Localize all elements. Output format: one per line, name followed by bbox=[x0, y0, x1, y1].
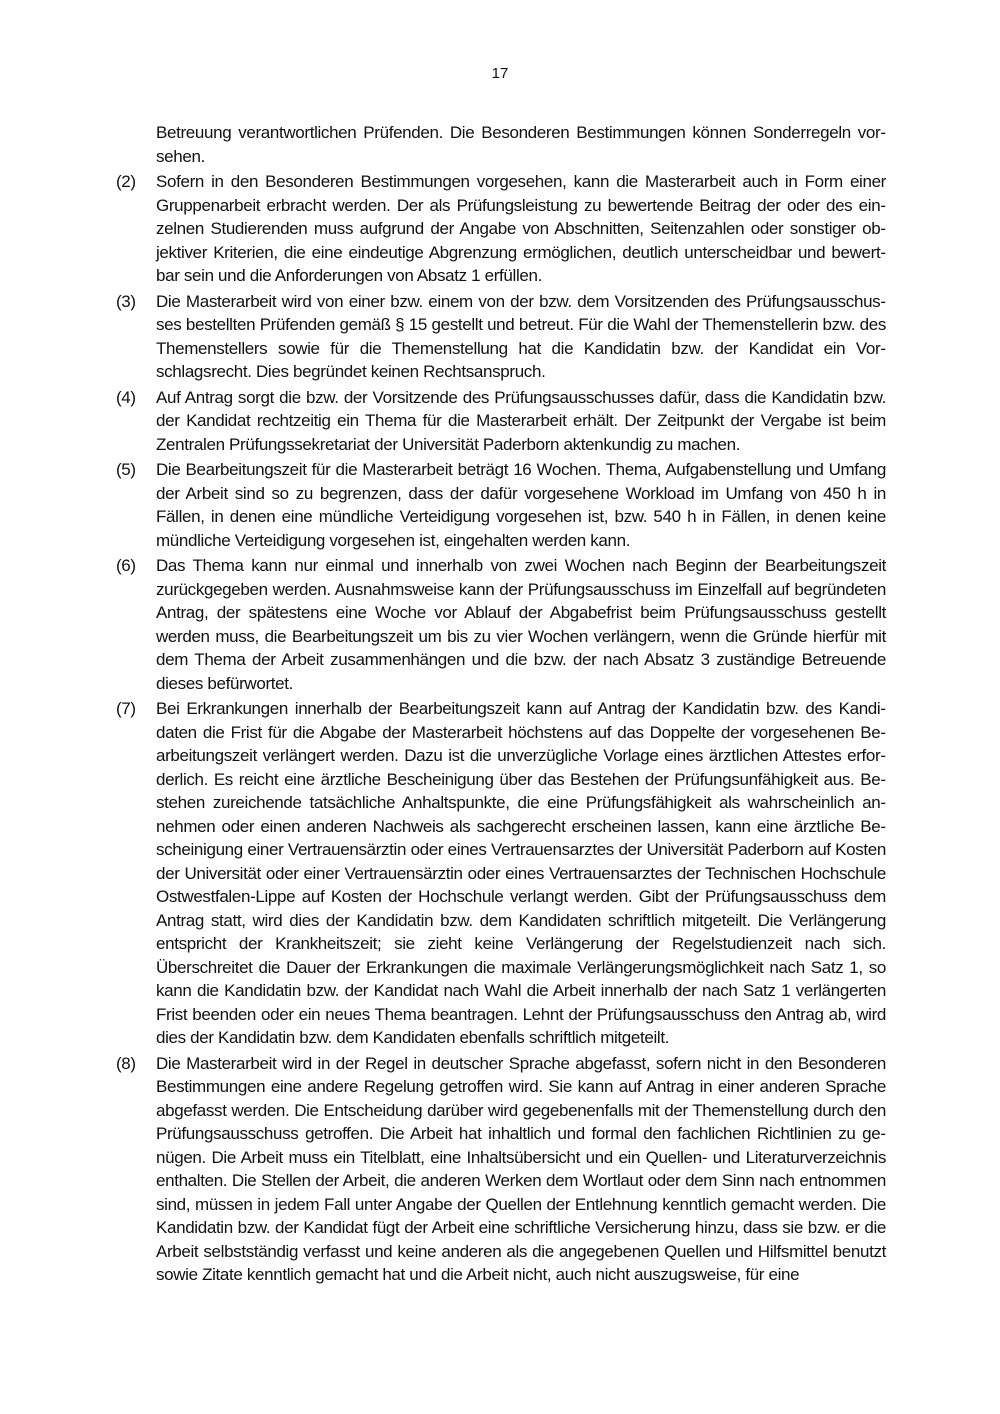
paragraph-text: Sofern in den Besonderen Bestimmungen vorgesehen, kann die Masterarbeit auch in Form einer Gruppenarbeit erbracht werden. Der als Prüfungsleistung zu bewertende Beitrag der oder des einzelnen Studierenden muss aufgrund der Angabe von Abschnitten, Seitenzahlen oder sonstiger objektiver Kriterien, die eine eindeutige Abgrenzung ermöglichen, deutlich unterscheidbar und bewertbar sein und die Anforderungen von Absatz 1 erfüllen. bbox=[156, 172, 886, 285]
paragraph-number: (6) bbox=[116, 556, 136, 575]
paragraph-number: (8) bbox=[116, 1053, 136, 1073]
paragraph-number: (4) bbox=[116, 387, 136, 407]
paragraph-text: Die Masterarbeit wird von einer bzw. einem von der bzw. dem Vorsitzenden des Prüfungsausschusses bestellten Prüfenden gemäß § 15 gestellt und betreut. Für die Wahl der Themenstellerin bzw. des Themenstellers sowie für die Themenstellung hat die Kandidatin bzw. der Kandidat ein Vorschlagsrecht. Dies begründet keinen Rechtsanspruch. bbox=[156, 291, 886, 381]
paragraph-text: Bei Erkrankungen innerhalb der Bearbeitungszeit kann auf Antrag der Kandidatin bzw. des Kandidaten die Frist für die Abgabe der Masterarbeit höchstens auf das Doppelte der vorgesehenen Bearbeitungszeit verlängert werden. Dazu ist die unverzügliche Vorlage eines ärztlichen Attestes erforderlich. Es reicht eine ärztliche Bescheinigung über das Bestehen der Prüfungsunfähigkeit aus. Bestehen zureichende tatsächliche Anhaltspunkte, die eine Prüfungsfähigkeit als wahrscheinlich annehmen oder einen anderen Nachweis als sachgerecht erscheinen lassen, kann eine ärztliche Bescheinigung einer Vertrauensärztin oder eines Vertrauensarztes der Universität Paderborn auf Kosten der Universität oder einer Vertrauensärztin oder eines Vertrauensarztes der Technischen Hochschule Ostwestfalen-Lippe auf Kosten der Hochschule verlangt werden. Gibt der Prüfungsausschuss dem Antrag statt, wird dies der Kandidatin bzw. dem Kandidaten schriftlich mitgeteilt. Die Verlängerung entspricht der Krankheitszeit; sie zieht keine Verlängerung der Regelstudienzeit nach sich. Überschreitet die Dauer der Erkrankungen die maximale Verlängerungsmöglichkeit nach Satz 1, so kann die Kandidatin bzw. der Kandidat nach Wahl die Arbeit innerhalb der nach Satz 1 verlängerten Frist beenden oder ein neues Thema beantragen. Lehnt der Prüfungsausschuss den Antrag ab, wird dies der Kandidatin bzw. dem Kandidaten ebenfalls schriftlich mitgeteilt. bbox=[156, 699, 886, 1047]
page-number: 17 bbox=[491, 65, 509, 82]
paragraph-number: (5) bbox=[116, 460, 136, 479]
paragraph-text: Das Thema kann nur einmal und innerhalb von zwei Wochen nach Beginn der Bearbeitungszeit zurückgegeben werden. Ausnahmsweise kann der Prüfungsausschuss im Einzelfall auf begründeten Antrag, der spätestens eine Woche vor Ablauf der Abgabefrist beim Prüfungsausschuss gestellt werden muss, die Bearbeitungszeit um bis zu vier Wochen verlängern, wenn die Gründe hierfür mit dem Thema der Arbeit zusammenhängen und die bzw. der nach Absatz 3 zuständige Betreuende dieses befürwortet. bbox=[156, 556, 886, 693]
paragraph-number: (2) bbox=[116, 172, 136, 191]
page-content bbox=[116, 121, 886, 1289]
paragraph-2 bbox=[116, 170, 886, 288]
paragraph-6 bbox=[116, 554, 886, 695]
continuation-text: Betreuung verantwortlichen Prüfenden. Die Besonderen Bestimmungen können Sonderregeln vorsehen. bbox=[156, 123, 886, 166]
paragraph-text: Die Bearbeitungszeit für die Masterarbeit beträgt 16 Wochen. Thema, Aufgabenstellung und Umfang der Arbeit sind so zu begrenzen, dass der dafür vorgesehene Workload im Umfang von 450 h in Fällen, in denen eine mündliche Verteidigung vorgesehen ist, bzw. 540 h in Fällen, in denen keine mündliche Verteidigung vorgesehen ist, eingehalten werden kann. bbox=[156, 460, 886, 550]
paragraph-text: Die Masterarbeit wird in der Regel in deutscher Sprache abgefasst, sofern nicht in den Besonderen Bestimmungen eine andere Regelung getroffen wird. Sie kann auf Antrag in einer anderen Sprache abgefasst werden. Die Entscheidung darüber wird gegebenenfalls mit der Themenstellung durch den Prüfungsausschuss getroffen. Die Arbeit hat inhaltlich und formal den fachlichen Richtlinien zu genügen. Die Arbeit muss ein Titelblatt, eine Inhaltsübersicht und ein Quellen- und Literaturverzeichnis enthalten. Die Stellen der Arbeit, die anderen Werken dem Wortlaut oder dem Sinn nach entnommen sind, müssen in jedem Fall unter Angabe der Quellen der Entlehnung kenntlich gemacht werden. Die Kandidatin bzw. der Kandidat fügt der Arbeit eine schriftliche Versicherung hinzu, dass sie bzw. er die Arbeit selbstständig verfasst und keine anderen als die angegebenen Quellen und Hilfsmittel benutzt sowie Zitate kenntlich gemacht hat und die Arbeit nicht, auch nicht auszugsweise, für eine bbox=[156, 1053, 886, 1284]
paragraph-3 bbox=[116, 290, 886, 384]
paragraph-7 bbox=[116, 697, 886, 1050]
paragraph-text: Auf Antrag sorgt die bzw. der Vorsitzende des Prüfungsausschusses dafür, dass die Kandidatin bzw. der Kandidat rechtzeitig ein Thema für die Masterarbeit erhält. Der Zeitpunkt der Vergabe ist beim Zentralen Prüfungssekretariat der Universität Paderborn aktenkundig zu machen. bbox=[156, 387, 886, 454]
paragraph-4 bbox=[116, 386, 886, 457]
paragraph-8 bbox=[116, 1052, 886, 1287]
paragraph-number: (3) bbox=[116, 291, 136, 311]
paragraph-5 bbox=[116, 458, 886, 552]
paragraph-number: (7) bbox=[116, 699, 136, 718]
